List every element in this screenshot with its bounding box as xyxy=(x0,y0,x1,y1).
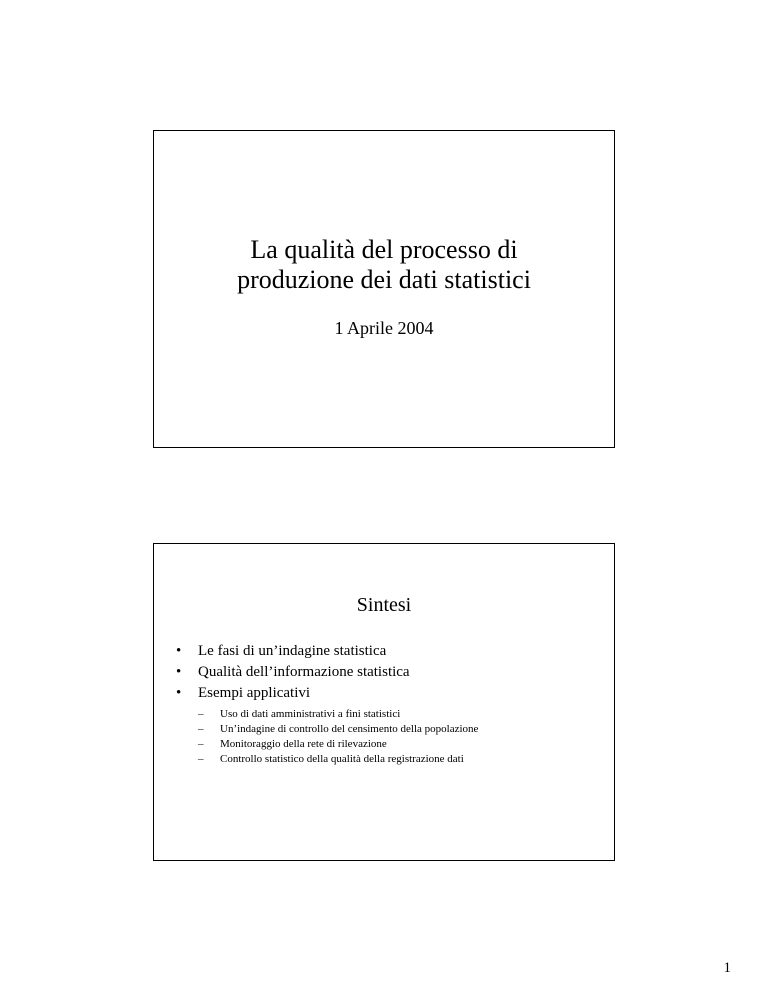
sub-bullet-text: Monitoraggio della rete di rilevazione xyxy=(220,738,387,750)
list-item xyxy=(176,641,478,662)
sub-list-item xyxy=(198,722,478,737)
summary-slide xyxy=(153,543,615,861)
bullet-list xyxy=(176,641,478,767)
sub-list-item xyxy=(198,707,478,722)
sub-bullet-marker: – xyxy=(198,753,204,765)
bullet-marker: • xyxy=(176,664,182,680)
sub-bullet-marker: – xyxy=(198,738,204,750)
title-slide xyxy=(153,130,615,448)
title-line-2: produzione dei dati statistici xyxy=(237,265,531,294)
sub-bullet-marker: – xyxy=(198,708,204,720)
page-number: 1 xyxy=(723,960,731,976)
list-item xyxy=(176,683,478,767)
presentation-title xyxy=(154,235,614,295)
sub-bullet-text: Uso di dati amministrativi a fini statistici xyxy=(220,708,401,720)
sub-list-item xyxy=(198,752,478,767)
bullet-text: Esempi applicativi xyxy=(198,685,311,701)
sub-list-item xyxy=(198,737,478,752)
bullet-marker: • xyxy=(176,643,182,659)
title-line-1: La qualità del processo di xyxy=(250,235,518,264)
sub-bullet-text: Controllo statistico della qualità della registrazione dati xyxy=(220,753,464,765)
presentation-date: 1 Aprile 2004 xyxy=(334,318,434,338)
sub-bullet-list xyxy=(198,707,478,767)
sub-bullet-marker: – xyxy=(198,723,204,735)
bullet-text: Le fasi di un’indagine statistica xyxy=(198,643,387,659)
bullet-marker: • xyxy=(176,685,182,701)
list-item xyxy=(176,662,478,683)
bullet-text: Qualità dell’informazione statistica xyxy=(198,664,410,680)
sub-bullet-text: Un’indagine di controllo del censimento della popolazione xyxy=(220,723,479,735)
slide-title: Sintesi xyxy=(356,594,412,616)
